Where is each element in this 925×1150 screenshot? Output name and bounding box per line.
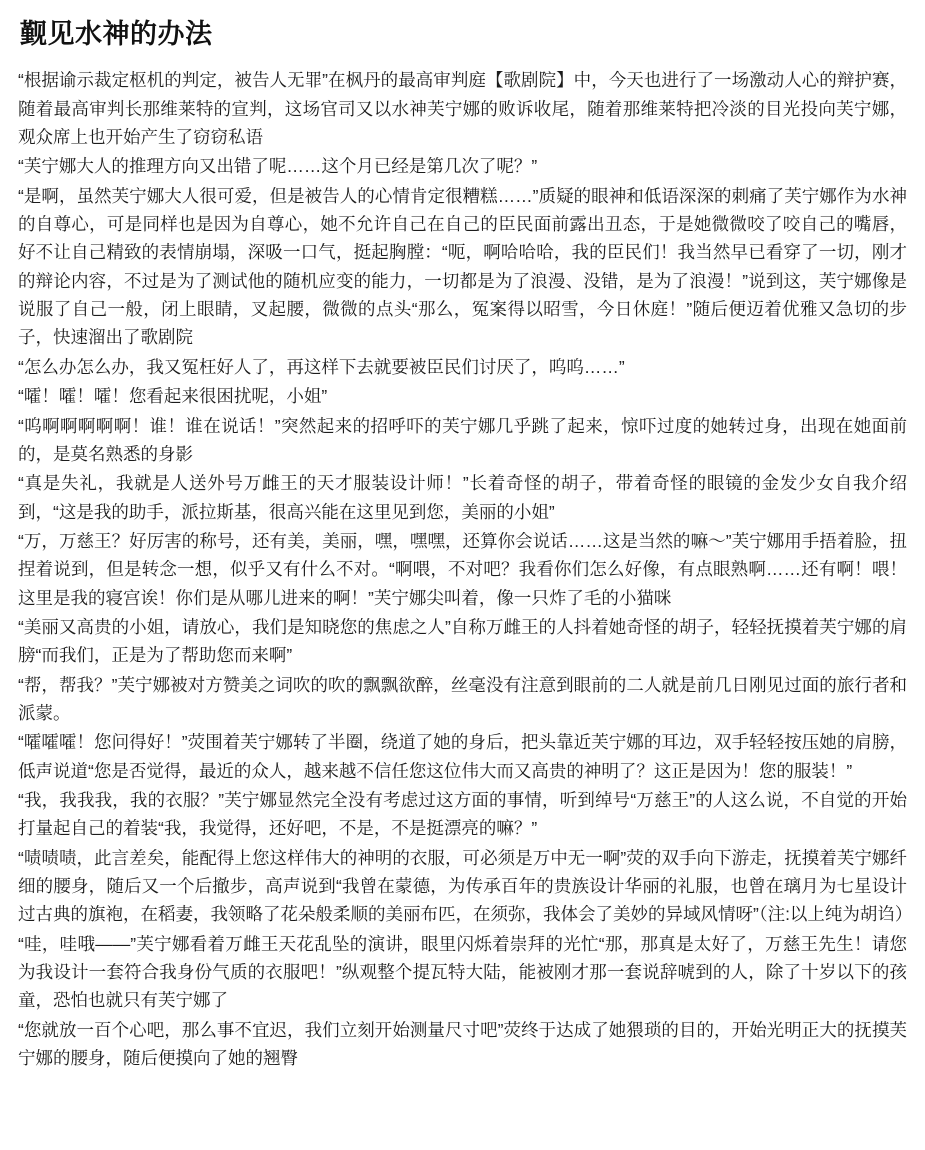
paragraph: “啧啧啧，此言差矣，能配得上您这样伟大的神明的衣服，可必须是万中无一啊”荧的双手向下游走，抚摸着芙宁娜纤细的腰身，随后又一个后撤步，高声说到“我曾在蒙德，为传承百年的贵族设计华丽的礼服，也曾在璃月为七星设计过古典的旗袍，在稻妻，我领略了花朵般柔顺的美丽布匹，在须弥，我体会了美妙的异域风情呀”（注:以上纯为胡诌）	[18, 847, 913, 925]
paragraph: “真是失礼，我就是人送外号万雌王的天才服装设计师！”长着奇怪的胡子，带着奇怪的眼镜的金发少女自我介绍到，“这是我的助手，派拉斯基，很高兴能在这里见到您，美丽的小姐”	[18, 473, 907, 522]
paragraph: “帮，帮我？”芙宁娜被对方赞美之词吹的吹的飘飘欲醉，丝毫没有注意到眼前的二人就是前几日刚见过面的旅行者和派蒙。	[18, 674, 907, 723]
paragraph: “我，我我我，我的衣服？”芙宁娜显然完全没有考虑过这方面的事情，听到绰号“万慈王”的人这么说，不自觉的开始打量起自己的着装“我，我觉得，还好吧，不是，不是挺漂亮的嘛？”	[18, 789, 907, 839]
paragraph: “美丽又高贵的小姐，请放心，我们是知晓您的焦虑之人”自称万雌王的人抖着她奇怪的胡子，轻轻抚摸着芙宁娜的肩膀“而我们，正是为了帮助您而来啊”	[18, 616, 907, 666]
paragraph: “嚯嚯嚯！您问得好！”荧围着芙宁娜转了半圈，绕道了她的身后，把头靠近芙宁娜的耳边，双手轻轻按压她的肩膀，低声说道“您是否觉得，最近的众人，越来越不信任您这位伟大而又高贵的神明了？这正是因为！您的服装！”	[18, 732, 907, 781]
paragraph: “万，万慈王？好厉害的称号，还有美，美丽，嘿，嘿嘿，还算你会说话……这是当然的嘛～”芙宁娜用手捂着脸，扭捏着说到，但是转念一想，似乎又有什么不对。“啊喂，不对吧？我看你们怎么好像，有点眼熟啊……还有啊！喂！这里是我的寝宫诶！你们是从哪儿进来的啊！”芙宁娜尖叫着，像一只炸了毛的小猫咪	[18, 530, 907, 608]
paragraph: “呜啊啊啊啊啊！谁！谁在说话！”突然起来的招呼吓的芙宁娜几乎跳了起来，惊吓过度的她转过身，出现在她面前的，是莫名熟悉的身影	[18, 415, 907, 464]
paragraph: “您就放一百个心吧，那么事不宜迟，我们立刻开始测量尺寸吧”荧终于达成了她猥琐的目的，开始光明正大的抚摸芙宁娜的腰身，随后便摸向了她的翘臀	[18, 1019, 907, 1069]
paragraph: “嚯！嚯！嚯！您看起来很困扰呢，小姐”	[18, 386, 328, 407]
paragraph: “是啊，虽然芙宁娜大人很可爱，但是被告人的心情肯定很糟糕……”质疑的眼神和低语深深的刺痛了芙宁娜作为水神的自尊心，可是同样也是因为自尊心，她不允许自己在自己的臣民面前露出丑态，于是她微微咬了咬自己的嘴唇，好不让自己精致的表情崩塌，深吸一口气，挺起胸膛：“呃，啊哈哈哈，我的臣民们！我当然早已看穿了一切，刚才的辩论内容，不过是为了测试他的随机应变的能力，一切都是为了浪漫、没错，是为了浪漫！”说到这，芙宁娜像是说服了自己一般，闭上眼睛，叉起腰，微微的点头“那么，冤案得以昭雪，今日休庭！”随后便迈着优雅又急切的步子，快速溜出了歌剧院	[18, 185, 907, 348]
paragraph: “怎么办怎么办，我又冤枉好人了，再这样下去就要被臣民们讨厌了，呜呜……”	[18, 356, 625, 377]
paragraph: “芙宁娜大人的推理方向又出错了呢……这个月已经是第几次了呢？”	[18, 156, 538, 177]
paragraph: “根据谕示裁定枢机的判定，被告人无罪”在枫丹的最高审判庭【歌剧院】中，今天也进行了一场激动人心的辩护赛，随着最高审判长那维莱特的宣判，这场官司又以水神芙宁娜的败诉收尾，随着那维莱特把冷淡的目光投向芙宁娜，观众席上也开始产生了窃窃私语	[18, 70, 907, 148]
page-title: 觐见水神的办法	[20, 19, 213, 49]
paragraph: “哇，哇哦——”芙宁娜看着万雌王天花乱坠的演讲，眼里闪烁着崇拜的光忙“那，那真是太好了，万慈王先生！请您为我设计一套符合我身份气质的衣服吧！”纵观整个提瓦特大陆，能被刚才那一套说辞唬到的人，除了十岁以下的孩童，恐怕也就只有芙宁娜了	[18, 933, 907, 1011]
document-body	[18, 66, 913, 1072]
